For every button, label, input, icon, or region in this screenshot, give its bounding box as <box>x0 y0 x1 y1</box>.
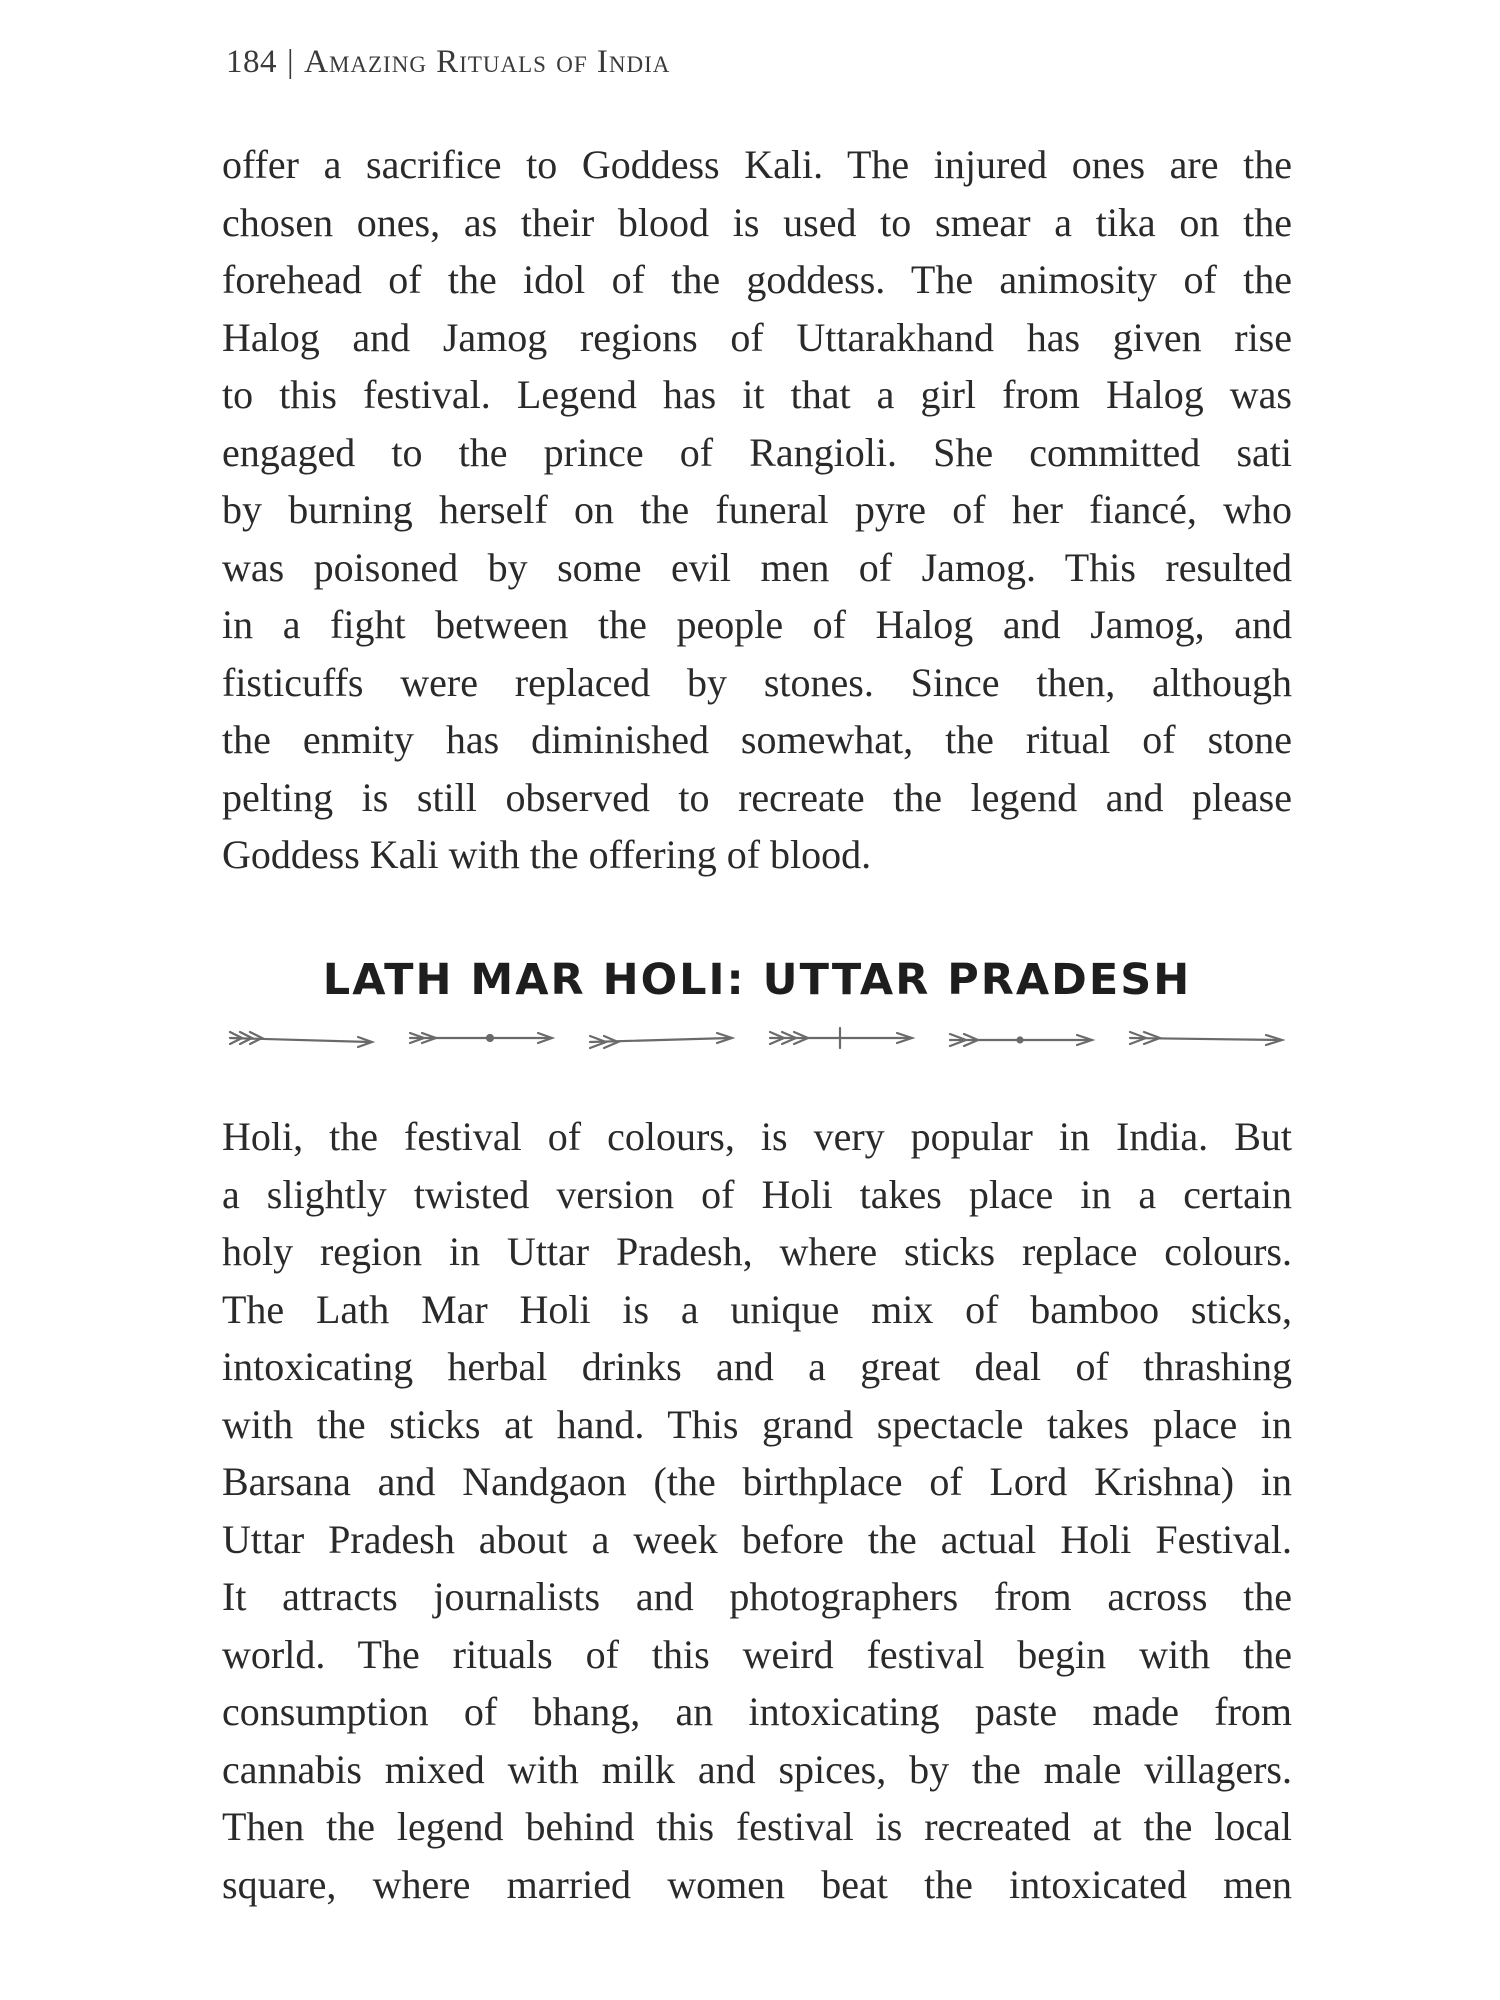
paragraph-1 <box>222 136 1292 884</box>
page-number: 184 <box>226 44 277 80</box>
text-line: Halog and Jamog regions of Uttarakhand has given rise <box>222 314 1292 360</box>
text-line: Then the legend behind this festival is recreated at the local <box>222 1804 1292 1849</box>
text-line: forehead of the idol of the goddess. The animosity of the <box>222 257 1292 302</box>
text-line: with the sticks at hand. This grand spectacle takes place in <box>222 1401 1292 1447</box>
section-heading: LATH MAR HOLI: UTTAR PRADESH <box>322 955 1192 1005</box>
text-line: Goddess Kali with the offering of blood. <box>222 832 872 877</box>
text-line: Uttar Pradesh about a week before the actual Holi Festival. <box>222 1516 1292 1562</box>
paragraph-2 <box>222 1108 1292 1913</box>
text-line: a slightly twisted version of Holi takes place in a certain <box>222 1171 1292 1217</box>
running-head <box>226 44 670 81</box>
text-line: consumption of bhang, an intoxicating paste made from <box>222 1689 1292 1734</box>
text-line: by burning herself on the funeral pyre of her fiancé, who <box>222 487 1292 532</box>
text-line: cannabis mixed with milk and spices, by the male villagers. <box>222 1746 1292 1792</box>
text-line: It attracts journalists and photographers from across the <box>222 1574 1292 1619</box>
text-line: was poisoned by some evil men of Jamog. This resulted <box>222 544 1292 590</box>
text-line: offer a sacrifice to Goddess Kali. The injured ones are the <box>222 142 1292 187</box>
text-line: Holi, the festival of colours, is very popular in India. But <box>222 1114 1292 1159</box>
book-title: Amazing Rituals of India <box>304 44 671 80</box>
text-line: world. The rituals of this weird festival begin with the <box>222 1631 1292 1677</box>
text-line: engaged to the prince of Rangioli. She committed sati <box>222 429 1292 475</box>
arrow-divider-icon <box>220 1018 1300 1062</box>
text-line: The Lath Mar Holi is a unique mix of bamboo sticks, <box>222 1286 1292 1332</box>
text-line: square, where married women beat the intoxicated men <box>222 1861 1292 1907</box>
text-line: the enmity has diminished somewhat, the ritual of stone <box>222 717 1292 762</box>
text-line: holy region in Uttar Pradesh, where sticks replace colours. <box>222 1229 1292 1274</box>
text-line: in a fight between the people of Halog and Jamog, and <box>222 602 1292 647</box>
text-line: fisticuffs were replaced by stones. Since then, although <box>222 659 1292 705</box>
text-line: intoxicating herbal drinks and a great deal of thrashing <box>222 1344 1292 1389</box>
text-line: pelting is still observed to recreate the legend and please <box>222 774 1292 820</box>
text-line: chosen ones, as their blood is used to smear a tika on the <box>222 199 1292 245</box>
running-head-separator: | <box>287 44 295 80</box>
text-line: to this festival. Legend has it that a girl from Halog was <box>222 372 1292 417</box>
text-line: Barsana and Nandgaon (the birthplace of Lord Krishna) in <box>222 1459 1292 1504</box>
